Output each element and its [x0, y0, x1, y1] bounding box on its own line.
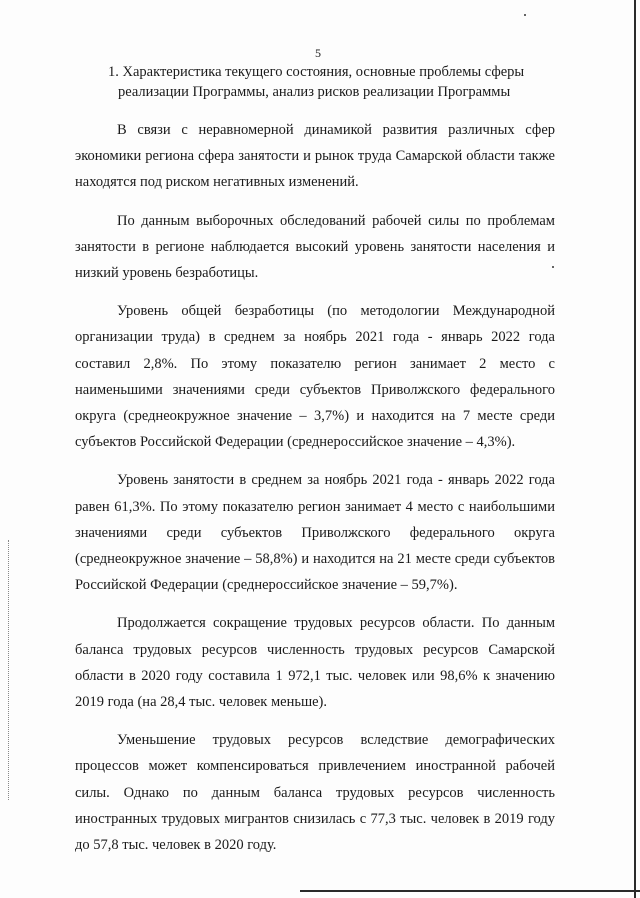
- scan-edge-right: [634, 0, 636, 898]
- scan-edge-bottom: [300, 890, 640, 892]
- scan-edge-left: [8, 540, 10, 800]
- section-heading-line-2: реализации Программы, анализ рисков реализации Программы: [118, 84, 511, 100]
- body-text: [75, 117, 555, 870]
- section-heading: [108, 62, 568, 102]
- paragraph: Уменьшение трудовых ресурсов вследствие демографических процессов может компенсироваться привлечением иностранной рабочей силы. Однако по данным баланса трудовых ресурсов численность иностранных трудовых мигрантов снизилась с 77,3 тыс. человек в 2019 году до 57,8 тыс. человек в 2020 году.: [75, 732, 555, 854]
- page-number: 5: [315, 46, 321, 60]
- section-heading-line-1: 1. Характеристика текущего состояния, основные проблемы сферы: [108, 64, 525, 80]
- paragraph: В связи с неравномерной динамикой развития различных сфер экономики региона сфера занятости и рынок труда Самарской области также находятся под риском негативных изменений.: [75, 122, 555, 191]
- paragraph: По данным выборочных обследований рабочей силы по проблемам занятости в регионе наблюдается высокий уровень занятости населения и низкий уровень безработицы.: [75, 212, 555, 282]
- paragraph: Уровень общей безработицы (по методологии Международной организации труда) в среднем за ноябрь 2021 года - январь 2022 года составил 2,8%. По этому показателю регион занимает 2 место с наименьшими значениями среди субъектов Приволжского федерального округа (среднеокружное значение – 3,7%) и находится на 7 месте среди субъектов Российской Федерации (среднероссийское значение – 4,3%).: [75, 303, 555, 451]
- scan-speck: [524, 14, 526, 16]
- paragraph: Уровень занятости в среднем за ноябрь 2021 года - январь 2022 года равен 61,3%. По этому показателю регион занимает 4 место с наибольшими значениями среди субъектов Приволжского федерального округа (среднеокружное значение – 58,8%) и находится на 21 месте среди субъектов Российской Федерации (среднероссийское значение – 59,7%).: [75, 472, 555, 594]
- paragraph: Продолжается сокращение трудовых ресурсов области. По данным баланса трудовых ресурсов численность трудовых ресурсов Самарской области в 2020 году составила 1 972,1 тыс. человек или 98,6% к значению 2019 года (на 28,4 тыс. человек меньше).: [75, 615, 555, 711]
